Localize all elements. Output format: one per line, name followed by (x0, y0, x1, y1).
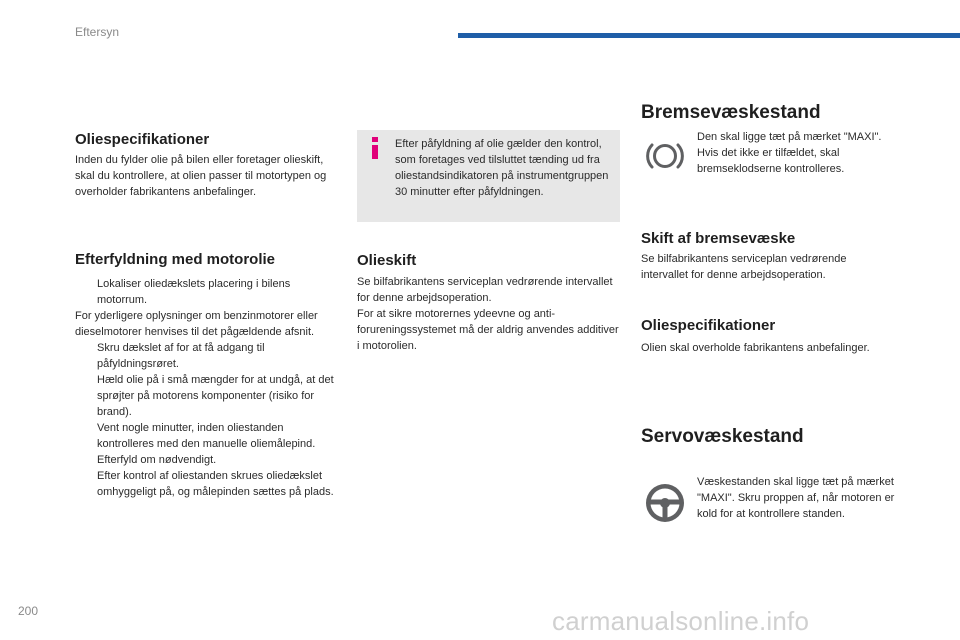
oil-change-heading: Olieskift (357, 252, 417, 269)
watermark: carmanualsonline.info (552, 606, 810, 636)
brake-spec-text: Olien skal overholde fabrikantens anbefalinger. (641, 342, 870, 354)
refill-instructions (75, 276, 341, 500)
brake-warning-icon (644, 137, 686, 175)
brake-fluid-heading: Bremsevæskestand (641, 102, 821, 123)
list-item (75, 420, 341, 452)
header-accent-bar (458, 33, 960, 38)
steering-wheel-icon (643, 481, 687, 525)
list-item (75, 452, 341, 468)
brake-fluid-text: Den skal ligge tæt på mærket "MAXI". Hvis det ikke er tilfældet, skal bremseklodserne kontrolleres. (697, 131, 882, 175)
list-item (75, 468, 341, 500)
list-item (75, 372, 341, 420)
section-label: Eftersyn (75, 25, 120, 39)
brake-fluid-change-heading: Skift af bremsevæske (641, 230, 796, 247)
list-item-text: Lokaliser oliedækslets placering i bilens motorrum. (97, 278, 291, 306)
list-item-text: Vent nogle minutter, inden oliestanden kontrolleres med den manuelle oliemålepind. (97, 422, 316, 450)
brake-fluid-change-text: Se bilfabrikantens serviceplan vedrørende intervallet for denne arbejdsoperation. (641, 253, 847, 281)
power-steering-text: Væskestanden skal ligge tæt på mærket "MAXI". Skru proppen af, når motoren er kold for at kontrollere standen. (697, 476, 895, 520)
list-item (75, 340, 341, 372)
list-item-text: Skru dækslet af for at få adgang til påfyldningsrøret. (97, 342, 265, 370)
info-icon (369, 137, 381, 159)
list-item-text: Efter kontrol af oliestanden skrues oliedækslet omhyggeligt på, og målepinden sættes på plads. (97, 470, 334, 498)
oil-change-text: Se bilfabrikantens serviceplan vedrørende intervallet for denne arbejdsoperation. For at sikre motorernes ydeevne og anti-forureningssystemet må der aldrig anvendes additiver i motorolien. (357, 276, 619, 352)
oil-spec-heading: Oliespecifikationer (75, 131, 210, 148)
page-number: 200 (18, 604, 39, 618)
list-item (75, 276, 341, 308)
list-item-text: Efterfyld om nødvendigt. (97, 454, 217, 466)
list-item-text: Hæld olie på i små mængder for at undgå, at det sprøjter på motorens komponenter (risiko for brand). (97, 374, 334, 418)
power-steering-heading: Servovæskestand (641, 426, 804, 447)
oil-spec-text: Inden du fylder olie på bilen eller foretager olieskift, skal du kontrollere, at olien passer til motortypen og overholder fabrikantens anbefalinger. (75, 154, 327, 198)
list-paragraph: For yderligere oplysninger om benzinmotorer eller dieselmotorer henvises til det pågældende afsnit. (75, 310, 318, 338)
brake-spec-heading: Oliespecifikationer (641, 317, 776, 334)
refill-heading: Efterfyldning med motorolie (75, 251, 276, 268)
info-box-text: Efter påfyldning af olie gælder den kontrol, som foretages ved tilsluttet tænding ud fra oliestandsindikatoren på instrumentgruppen 30 minutter efter påfyldningen. (395, 138, 609, 198)
info-box (357, 130, 620, 222)
